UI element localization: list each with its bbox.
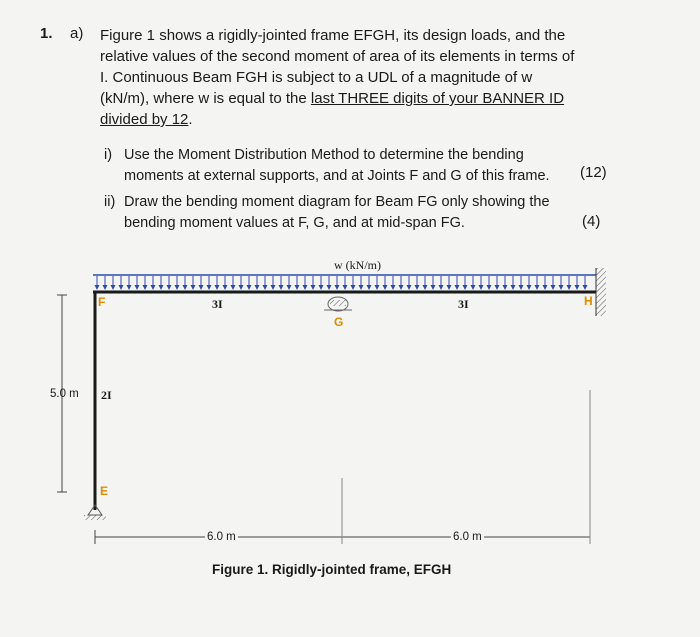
udl-arrowhead [143, 285, 148, 290]
udl-arrowhead [271, 285, 276, 290]
udl-arrowhead [351, 285, 356, 290]
span-FG-dimension-label: 6.0 m [207, 531, 236, 543]
udl-arrowhead [423, 285, 428, 290]
udl-arrowhead [535, 285, 540, 290]
roller-support-G [324, 297, 352, 311]
udl-arrowhead [223, 285, 228, 290]
udl-arrowhead [383, 285, 388, 290]
udl-arrowhead [327, 285, 332, 290]
column-inertia-label: 2I [101, 388, 112, 402]
udl-arrowhead [583, 285, 588, 290]
udl-arrowhead [135, 285, 140, 290]
udl-arrowhead [399, 285, 404, 290]
node-H-label: H [584, 294, 593, 308]
udl-arrowhead [199, 285, 204, 290]
load-label: w (kN/m) [334, 258, 381, 272]
udl-arrowhead [151, 285, 156, 290]
udl-arrowhead [207, 285, 212, 290]
udl-arrowhead [191, 285, 196, 290]
subquestion-i-marks: (12) [580, 164, 607, 181]
udl-arrowhead [503, 285, 508, 290]
udl-arrowhead [559, 285, 564, 290]
node-F-label: F [98, 295, 106, 309]
question-number: 1. [40, 25, 53, 42]
udl-arrowhead [311, 285, 316, 290]
udl-arrowhead [295, 285, 300, 290]
udl-arrowhead [367, 285, 372, 290]
node-G-label: G [334, 315, 344, 329]
udl-arrowhead [335, 285, 340, 290]
udl-arrowhead [103, 285, 108, 290]
udl-arrowhead [343, 285, 348, 290]
subquestion-numeral: i) [104, 147, 113, 163]
udl-arrowhead [439, 285, 444, 290]
udl-arrowhead [215, 285, 220, 290]
node-E-label: E [100, 484, 109, 498]
udl-arrowhead [127, 285, 132, 290]
udl-arrowhead [543, 285, 548, 290]
udl-arrowhead [455, 285, 460, 290]
height-dimension-label: 5.0 m [50, 388, 79, 400]
fixed-support-H [596, 268, 606, 316]
udl-arrowhead [287, 285, 292, 290]
question-text-underlined: last THREE digits of your BANNER ID divided by 12 [100, 90, 565, 128]
subquestion-text: Use the Moment Distribution Method to determine the bending moments at external supports, and at Joints F and G of this frame. [124, 147, 550, 184]
udl-arrowhead [567, 285, 572, 290]
udl-arrowhead [255, 285, 260, 290]
udl-arrowhead [463, 285, 468, 290]
udl-arrowhead [167, 285, 172, 290]
udl-arrowhead [415, 285, 420, 290]
udl-arrowhead [375, 285, 380, 290]
udl-arrowhead [319, 285, 324, 290]
question-text-end: . [188, 111, 193, 128]
udl-arrowhead [231, 285, 236, 290]
udl-arrowhead [447, 285, 452, 290]
figure-caption: Figure 1. Rigidly-jointed frame, EFGH [212, 562, 452, 577]
udl-arrowhead [519, 285, 524, 290]
question-text-main: Figure 1 shows a rigidly-jointed frame EFGH, its design loads, and the relative values of the second moment of area of its elements in terms of I. Continuous Beam FGH is subject to a UDL of a magnitude of w (kN/m), where w is equal to the [100, 27, 575, 107]
udl-arrowhead [247, 285, 252, 290]
question-part-label: a) [70, 25, 84, 42]
udl-arrowhead [359, 285, 364, 290]
udl-arrowhead [303, 285, 308, 290]
udl-arrowhead [551, 285, 556, 290]
udl-arrowhead [511, 285, 516, 290]
udl-arrowhead [175, 285, 180, 290]
udl-arrowhead [159, 285, 164, 290]
udl-arrowhead [495, 285, 500, 290]
beam-GH-inertia-label: 3I [458, 297, 469, 311]
udl-arrowhead [391, 285, 396, 290]
udl-arrowhead [239, 285, 244, 290]
subquestion-numeral: ii) [104, 194, 116, 210]
udl-arrowhead [527, 285, 532, 290]
subquestion-ii-marks: (4) [582, 213, 601, 230]
udl-arrowhead [111, 285, 116, 290]
udl-arrowhead [575, 285, 580, 290]
span-GH-dimension-label: 6.0 m [453, 531, 482, 543]
subquestion-text: Draw the bending moment diagram for Beam FG only showing the bending moment values at F, G, and at mid-span FG. [124, 194, 550, 231]
udl-arrowhead [95, 285, 100, 290]
udl-arrowhead [471, 285, 476, 290]
udl-arrowhead [119, 285, 124, 290]
udl-arrowhead [479, 285, 484, 290]
udl-arrowhead [263, 285, 268, 290]
udl-arrowhead [183, 285, 188, 290]
udl-arrowhead [487, 285, 492, 290]
udl-arrowhead [431, 285, 436, 290]
udl-arrows [95, 276, 588, 290]
udl-arrowhead [407, 285, 412, 290]
udl-arrowhead [279, 285, 284, 290]
beam-FG-inertia-label: 3I [212, 297, 223, 311]
